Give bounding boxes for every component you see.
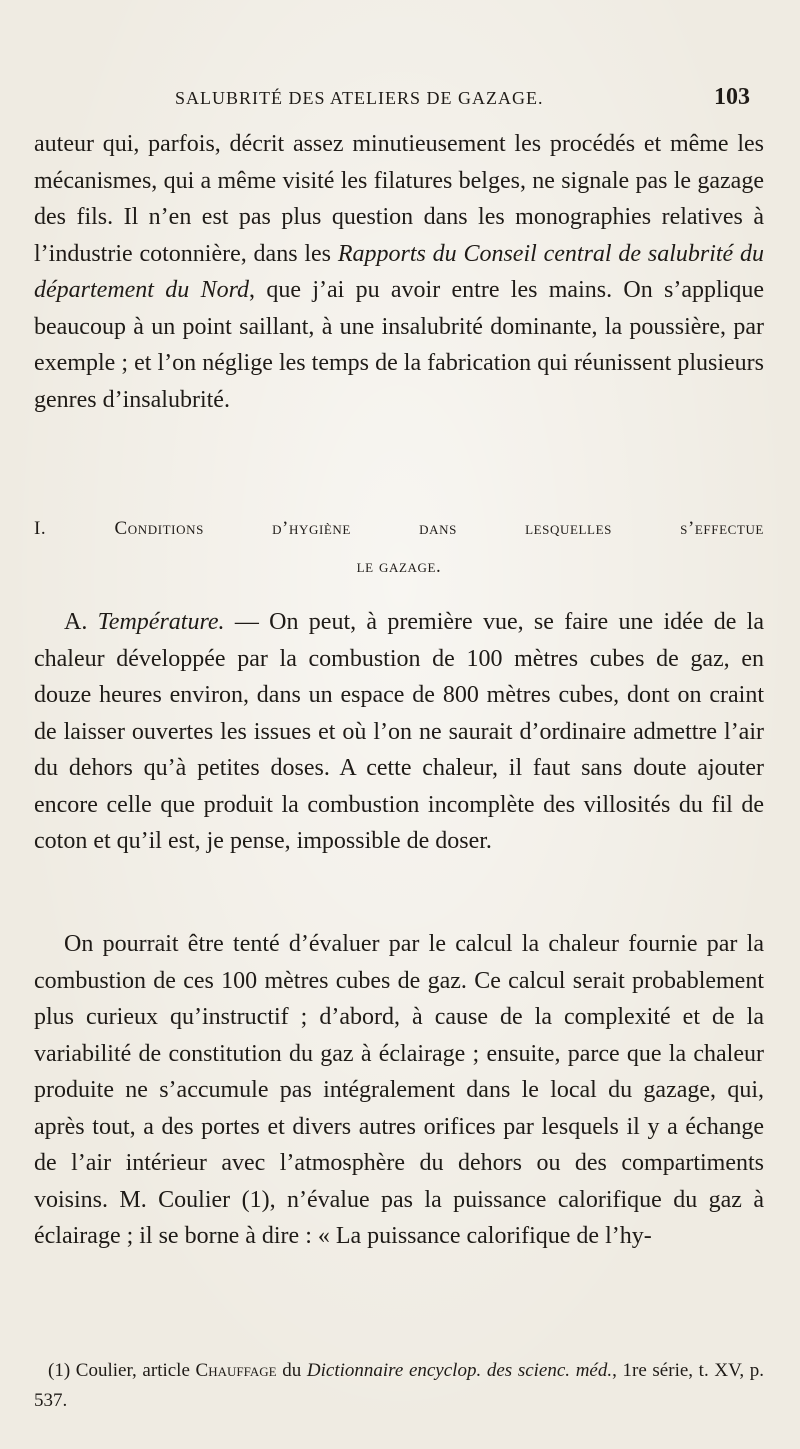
section-heading [34, 518, 764, 540]
running-head [40, 84, 760, 120]
paragraph-calculation: On pourrait être tenté d’évaluer par le calcul la chaleur fournie par la combustion de ces 100 mètres cubes de gaz. Ce calcul serait probablement plus curieux qu’instructif ; d’abord, à cause de la complexité et de la variabilité de constitution du gaz à éclairage ; ensuite, parce que la chaleur produite ne s’accumule pas intégralement dans le local du gazage, qui, après tout, a des portes et divers autres orifices par lesquels il y a échange de l’air intérieur avec l’atmosphère du dehors ou des compartiments voisins. M. Coulier (1), n’évalue pas la puissance calorifique du gaz à éclairage ; il se borne à dire : « La puissance calorifique de l’hy- [34, 931, 764, 1249]
footnote [34, 1356, 764, 1416]
paragraph-temperature [34, 604, 764, 860]
footnote-entry: Chauffage [195, 1360, 277, 1381]
section-heading-line2: le gazage. [356, 556, 442, 577]
footnote-text: Coulier, article [70, 1360, 196, 1381]
paragraph-continuation [34, 126, 764, 418]
footnote-text: , 1re série, t. XV, p. 537. [34, 1360, 764, 1411]
section-heading-line1: Conditions d’hygiène dans lesquelles s’effectue [114, 518, 764, 539]
paragraph-text: — On peut, à première vue, se faire une idée de la chaleur développée par la combustion de 100 mètres cubes de gaz, en douze heures environ, dans un espace de 800 mètres cubes, dont on craint de laisser ouvertes les issues et où l’on ne saurait d’ordinaire admettre l’air du dehors qu’à petites doses. A cette chaleur, il faut sans doute ajouter encore celle que produit la combustion incomplète des villosités du fil de coton et qu’il est, je pense, impossible de doser. [34, 609, 765, 854]
subsection-letter: A. [64, 609, 88, 635]
section-number: I. [34, 518, 47, 539]
footnote-marker: (1) [48, 1360, 71, 1381]
page-number: 103 [714, 84, 750, 110]
paragraph-text: , que j’ai pu avoir entre les mains. On s’applique beaucoup à un point saillant, à une insalubrité dominante, la poussière, par exemple ; et l’on néglige les temps de la fabrication qui réunissent plusieurs genres d’insalubrité. [34, 277, 765, 413]
paragraph-text: auteur qui, parfois, décrit assez minutieusement les procédés et même les mécanismes, qui a même visité les filatures belges, ne signale pas le gazage des fils. Il n’en est pas plus question dans les monographies relatives à l’industrie cotonnière, dans les [34, 131, 764, 267]
footnote-text: du [276, 1360, 307, 1381]
subsection-title: Température. [97, 609, 225, 635]
running-title: SALUBRITÉ DES ATELIERS DE GAZAGE. [175, 88, 544, 108]
footnote-work: Dictionnaire encyclop. des scienc. méd. [306, 1360, 613, 1381]
italic-citation: Rapports du Conseil central de salubrité du département du Nord [34, 240, 764, 303]
